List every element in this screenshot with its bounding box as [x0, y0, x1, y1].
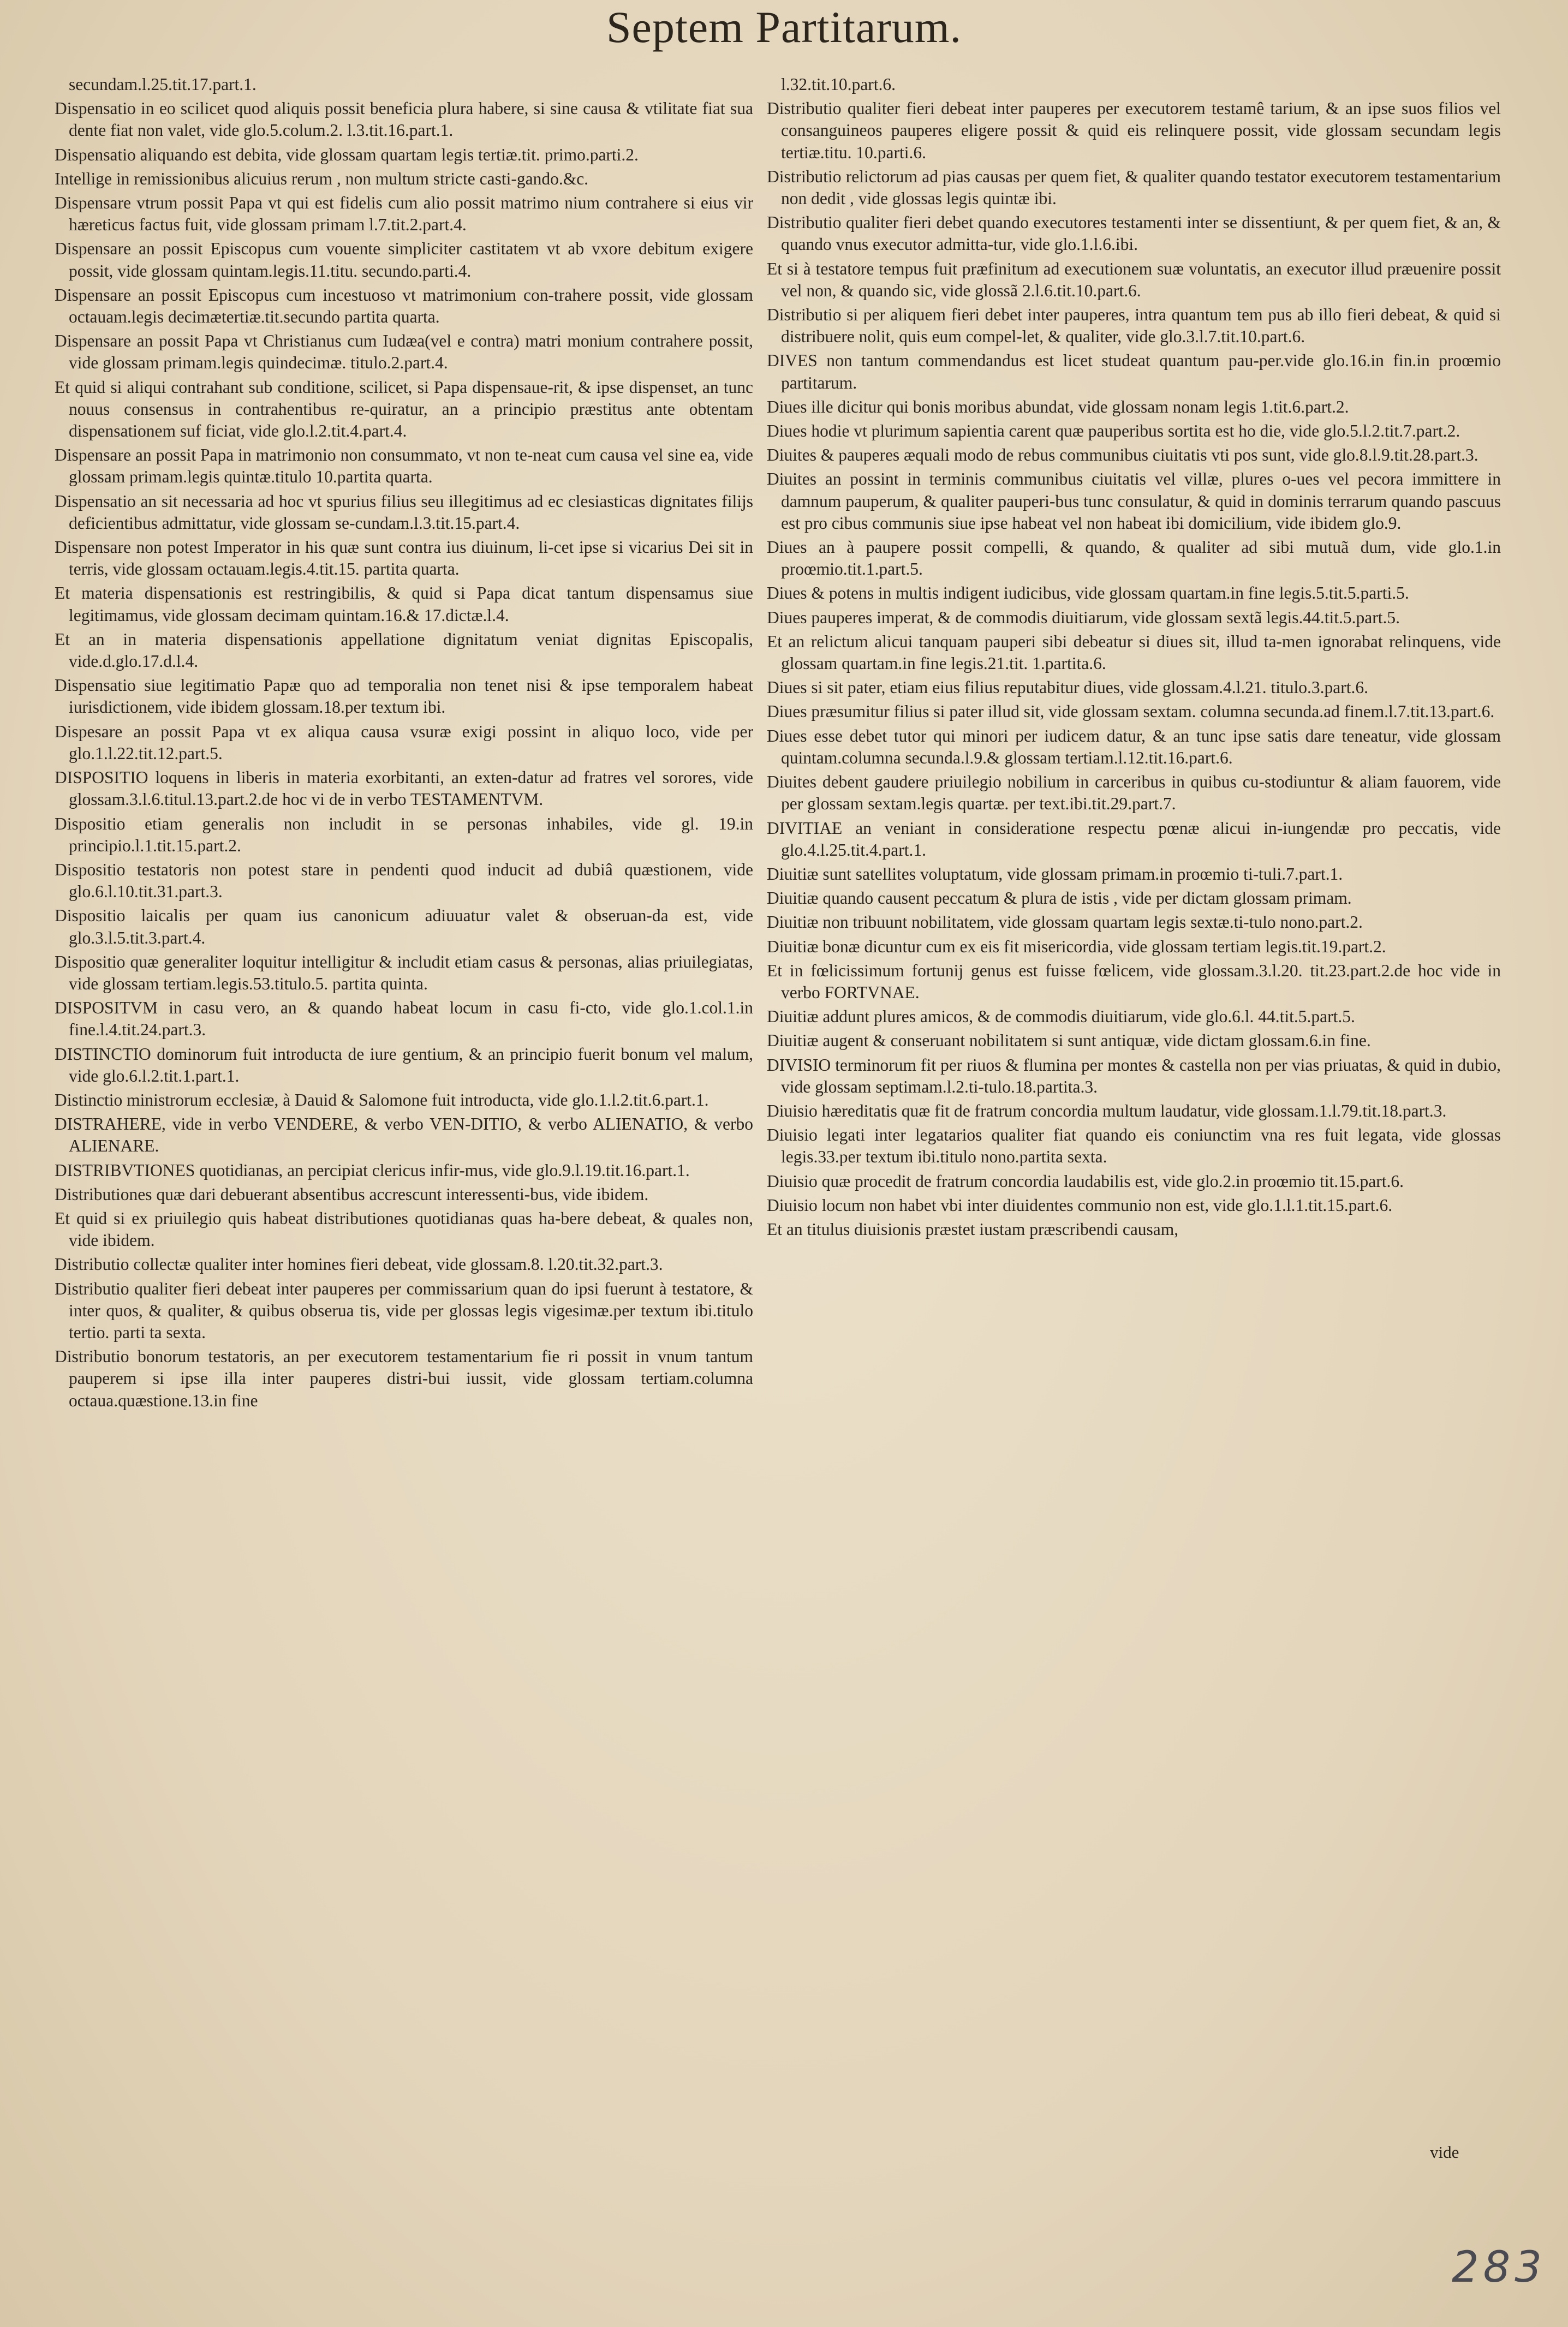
index-entry: Diues ille dicitur qui bonis moribus abundat, vide glossam nonam legis 1.tit.6.part.2.: [767, 397, 1349, 416]
index-entry: Diuisio legati inter legatarios qualiter fiat quando eis coniunctim vna res fuit legata, vide glossas legis.33.per textum ibi.titulo nono.partita sexta.: [767, 1125, 1501, 1167]
index-entry: Diues præsumitur filius si pater illud sit, vide glossam sextam. columna secunda.ad finem.l.7.tit.13.part.6.: [767, 702, 1495, 721]
index-entry: Dispensatio aliquando est debita, vide glossam quartam legis tertiæ.tit. primo.parti.2.: [55, 145, 639, 164]
index-entry: Et quid si ex priuilegio quis habeat distributiones quotidianas quas ha-bere debeat, & quales non, vide ibidem.: [55, 1208, 753, 1250]
index-entry: Distributio relictorum ad pias causas per quem fiet, & qualiter quando testator executorem testamentarium non dedit , vide glossas legis quintæ ibi.: [767, 166, 1501, 208]
index-entry: Et materia dispensationis est restringibilis, & quid si Papa dicat tantum dispensamus siue legitimamus, vide glossam decimam quintam.16.& 17.dictæ.l.4.: [55, 583, 753, 625]
running-header: [0, 0, 1568, 60]
index-entry: DISPOSITIO loquens in liberis in materia exorbitanti, an exten-datur ad fratres vel sorores, vide glossam.3.l.6.titul.13.part.2.de hoc vi de in verbo TESTAMENTVM.: [55, 768, 753, 809]
index-entry: Dispensatio an sit necessaria ad hoc vt spurius filius seu illegitimus ad ec clesiasticas dignitates filijs deficientibus admittatur, vide glossam se-cundam.l.3.tit.15.part.4.: [55, 491, 753, 533]
index-entry: Dispensare an possit Episcopus cum incestuoso vt matrimonium con-trahere possit, vide glossam octauam.legis decimætertiæ.tit.secundo partita quarta.: [55, 285, 753, 327]
index-entry: Et quid si aliqui contrahant sub conditione, scilicet, si Papa dispensaue-rit, & ipse dispenset, an tunc nouus consensus in contrahentibus re-quiratur, an a principio præstitus ante obtentam dispensationem suf ficiat, vide glo.l.2.tit.4.part.4.: [55, 377, 753, 441]
index-entry: Dispositio laicalis per quam ius canonicum adiuuatur valet & obseruan-da est, vide glo.3.l.5.tit.3.part.4.: [55, 906, 753, 947]
index-entry: Dispositio testatoris non potest stare in pendenti quod inducit ad dubiâ quæstionem, vide glo.6.l.10.tit.31.part.3.: [55, 860, 753, 902]
index-entry: Diues si sit pater, etiam eius filius reputabitur diues, vide glossam.4.l.21. titulo.3.part.6.: [767, 678, 1368, 697]
index-entry: Diuitiæ quando causent peccatum & plura de istis , vide per dictam glossam primam.: [767, 888, 1352, 908]
handwritten-folio-number: 283: [1452, 2243, 1546, 2292]
index-entry: Dispensare an possit Episcopus cum vouente simpliciter castitatem vt ab vxore debitum exigere possit, vide glossam quintam.legis.11.titu. secundo.parti.4.: [55, 239, 753, 281]
index-entry: Dispositio etiam generalis non includit in se personas inhabiles, vide gl. 19.in principio.l.1.tit.15.part.2.: [55, 814, 753, 855]
left-column: [55, 74, 753, 2163]
index-entry: Diuisio quæ procedit de fratrum concordia laudabilis est, vide glo.2.in proœmio tit.15.part.6.: [767, 1171, 1404, 1191]
index-entry: Diuites debent gaudere priuilegio nobilium in carceribus in quibus cu-stodiuntur & aliam fauorem, vide per glossam sextam.legis quartæ. per text.ibi.tit.29.part.7.: [767, 772, 1501, 814]
index-entry: Diues hodie vt plurimum sapientia carent quæ pauperibus sortita est ho die, vide glo.5.l.2.tit.7.part.2.: [767, 421, 1460, 441]
index-entry: Et an titulus diuisionis præstet iustam præscribendi causam,: [767, 1219, 1179, 1239]
index-entry: Dispensare vtrum possit Papa vt qui est fidelis cum alio possit matrimo nium contrahere si eius vir hæreticus factus fuit, vide glossam primam l.7.tit.2.part.4.: [55, 193, 753, 235]
index-entry: DIVISIO terminorum fit per riuos & flumina per montes & castella non per vias priuatas, & quid in dubio, vide glossam septimam.l.2.ti-tulo.18.partita.3.: [767, 1055, 1501, 1096]
index-entry: Diuisio locum non habet vbi inter diuidentes communio non est, vide glo.1.l.1.tit.15.part.6.: [767, 1195, 1393, 1215]
index-entry: Diuitiæ augent & conseruant nobilitatem si sunt antiquæ, vide dictam glossam.6.in fine.: [767, 1031, 1371, 1051]
index-entry: Et an relictum alicui tanquam pauperi sibi debeatur si diues sit, illud ta-men ignorabat relinquens, vide glossam quartam.in fine legis.21.tit. 1.partita.6.: [767, 631, 1501, 673]
index-entry: Distributio si per aliquem fieri debet inter pauperes, intra quantum tem pus ab illo fieri debeat, & quid si distribuere nolit, quis eum compel-let, & qualiter, vide glo.3.l.7.tit.10.part.6.: [767, 305, 1501, 347]
index-entry: Dispensare non potest Imperator in his quæ sunt contra ius diuinum, li-cet ipse si vicarius Dei sit in terris, vide glossam octauam.legis.4.tit.15. partita quarta.: [55, 538, 753, 579]
index-entry: Dispensatio in eo scilicet quod aliquis possit beneficia plura habere, si sine causa & vtilitate fiat sua dente fiat non valet, vide glo.5.colum.2. l.3.tit.16.part.1.: [55, 99, 753, 140]
index-entry: Distributio bonorum testatoris, an per executorem testamentarium fie ri possit in vnum tantum pauperem si ipse illa inter pauperes distri-bui iussit, vide glossam tertiam.columna octaua.quæstione.13.in fine: [55, 1347, 753, 1410]
index-entry: Dispositio quæ generaliter loquitur intelligitur & includit etiam casus & personas, alias priuilegiatas, vide glossam tertiam.legis.53.titulo.5. partita quinta.: [55, 952, 753, 993]
index-entry: DIVITIAE an veniant in consideratione respectu pœnæ alicui in-iungendæ pro peccatis, vide glo.4.l.25.tit.4.part.1.: [767, 818, 1501, 860]
index-entry: Diuites & pauperes æquali modo de rebus communibus ciuitatis vti pos sunt, vide glo.8.l.9.tit.28.part.3.: [767, 445, 1478, 465]
index-entry: Intellige in remissionibus alicuius rerum , non multum stricte casti-gando.&c.: [55, 169, 589, 188]
index-entry: Distributio qualiter fieri debet quando executores testamenti inter se dissentiunt, & per quem fiet, & an, & quando vnus executor admitta-tur, vide glo.1.l.6.ibi.: [767, 213, 1501, 254]
index-entry: Distributio collectæ qualiter inter homines fieri debeat, vide glossam.8. l.20.tit.32.part.3.: [55, 1255, 663, 1274]
index-entry: Diuites an possint in terminis communibus ciuitatis vel villæ, plures o-ues vel pecora immittere in damnum pauperum, & qualiter pauperi-bus tunc consulatur, & quid in dominis terrarum quando pascuus est pro cibus communis siue ipse habeat vel non habeat ibi domicilium, vide ibidem glo.9.: [767, 469, 1501, 533]
index-entry: Dispensare an possit Papa in matrimonio non consummato, vt non te-neat cum causa vel sine ea, vide glossam primam.legis quintæ.titulo 10.partita quarta.: [55, 445, 753, 487]
index-entry: Diuitiæ non tribuunt nobilitatem, vide glossam quartam legis sextæ.ti-tulo nono.part.2.: [767, 912, 1363, 932]
index-entry: Distributiones quæ dari debuerant absentibus accrescunt interessenti-bus, vide ibidem.: [55, 1184, 649, 1204]
index-entry: Diuisio hæreditatis quæ fit de fratrum concordia multum laudatur, vide glossam.1.l.79.tit.18.part.3.: [767, 1101, 1447, 1120]
index-entry: Diues an à paupere possit compelli, & quando, & qualiter ad sibi mutuã dum, vide glo.1.in proœmio.tit.1.part.5.: [767, 538, 1501, 579]
index-entry: Et an in materia dispensationis appellatione dignitatum veniat dignitas Episcopalis, vide.d.glo.17.d.l.4.: [55, 629, 753, 671]
right-column: [767, 74, 1501, 2163]
index-entry: DISTRIBVTIONES quotidianas, an percipiat clericus infir-mus, vide glo.9.l.19.tit.16.part.1.: [55, 1160, 690, 1180]
index-entry: Diues pauperes imperat, & de commodis diuitiarum, vide glossam sextã legis.44.tit.5.part.5.: [767, 607, 1400, 627]
index-entry: Dispesare an possit Papa vt ex aliqua causa vsuræ exigi possint in aliquo loco, vide per glo.1.l.22.tit.12.part.5.: [55, 721, 753, 763]
index-entry: secundam.l.25.tit.17.part.1.: [69, 75, 257, 94]
page-title: Septem Partitarum.: [606, 2, 962, 52]
index-entry: Diuitiæ addunt plures amicos, & de commodis diuitiarum, vide glo.6.l. 44.tit.5.part.5.: [767, 1007, 1355, 1027]
index-entry: l.32.tit.10.part.6.: [781, 75, 896, 94]
index-entry: DISTRAHERE, vide in verbo VENDERE, & verbo VEN-DITIO, & verbo ALIENATIO, & verbo ALIENARE.: [55, 1114, 753, 1156]
index-entry: Et si à testatore tempus fuit præfinitum ad executionem suæ voluntatis, an executor illud præuenire possit vel non, & quando sic, vide glossã 2.l.6.tit.10.part.6.: [767, 259, 1501, 300]
index-entry: Diues esse debet tutor qui minori per iudicem datur, & an tunc ipse satis dare teneatur, vide glossam quintam.columna secunda.l.9.& glossam tertiam.l.12.tit.16.part.6.: [767, 726, 1501, 767]
index-entry: Dispensatio siue legitimatio Papæ quo ad temporalia non tenet nisi & ipse temporalem habeat iurisdictionem, vide ibidem glossam.18.per textum ibi.: [55, 676, 753, 717]
index-entry: DIVES non tantum commendandus est licet studeat quantum pau-per.vide glo.16.in fin.in proœmio partitarum.: [767, 351, 1501, 392]
index-entry: Diues & potens in multis indigent iudicibus, vide glossam quartam.in fine legis.5.tit.5.parti.5.: [767, 583, 1409, 603]
index-entry: Diuitiæ sunt satellites voluptatum, vide glossam primam.in proœmio ti-tuli.7.part.1.: [767, 864, 1343, 884]
index-entry: DISPOSITVM in casu vero, an & quando habeat locum in casu fi-cto, vide glo.1.col.1.in fine.l.4.tit.24.part.3.: [55, 998, 753, 1040]
catchword: vide: [1430, 2143, 1459, 2162]
index-entry: Distinctio ministrorum ecclesiæ, à Dauid & Salomone fuit introducta, vide glo.1.l.2.tit.6.part.1.: [55, 1090, 709, 1109]
index-entry: Diuitiæ bonæ dicuntur cum ex eis fit misericordia, vide glossam tertiam legis.tit.19.part.2.: [767, 936, 1386, 956]
index-entry: DISTINCTIO dominorum fuit introducta de iure gentium, & an principio fuerit bonum vel malum, vide glo.6.l.2.tit.1.part.1.: [55, 1044, 753, 1085]
index-entry: Distributio qualiter fieri debeat inter pauperes per executorem testamê tarium, & an ipse suos filios vel consanguineos pauperes eligere possit & quid eis relinquere possit, vide glossam secundam legis tertiæ.titu. 10.parti.6.: [767, 99, 1501, 162]
index-entry: Dispensare an possit Papa vt Christianus cum Iudæa(vel e contra) matri monium contrahere possit, vide glossam primam.legis quindecimæ. titulo.2.part.4.: [55, 331, 753, 373]
index-entry: Et in fœlicissimum fortunij genus est fuisse fœlicem, vide glossam.3.l.20. tit.23.part.2.de hoc vide in verbo FORTVNAE.: [767, 960, 1501, 1002]
index-entry: Distributio qualiter fieri debeat inter pauperes per commissarium quan do ipsi fuerunt à testatore, & inter quos, & qualiter, & quibus obserua tis, vide per glossas legis vigesimæ.per textum ibi.titulo tertio. parti ta sexta.: [55, 1279, 753, 1342]
